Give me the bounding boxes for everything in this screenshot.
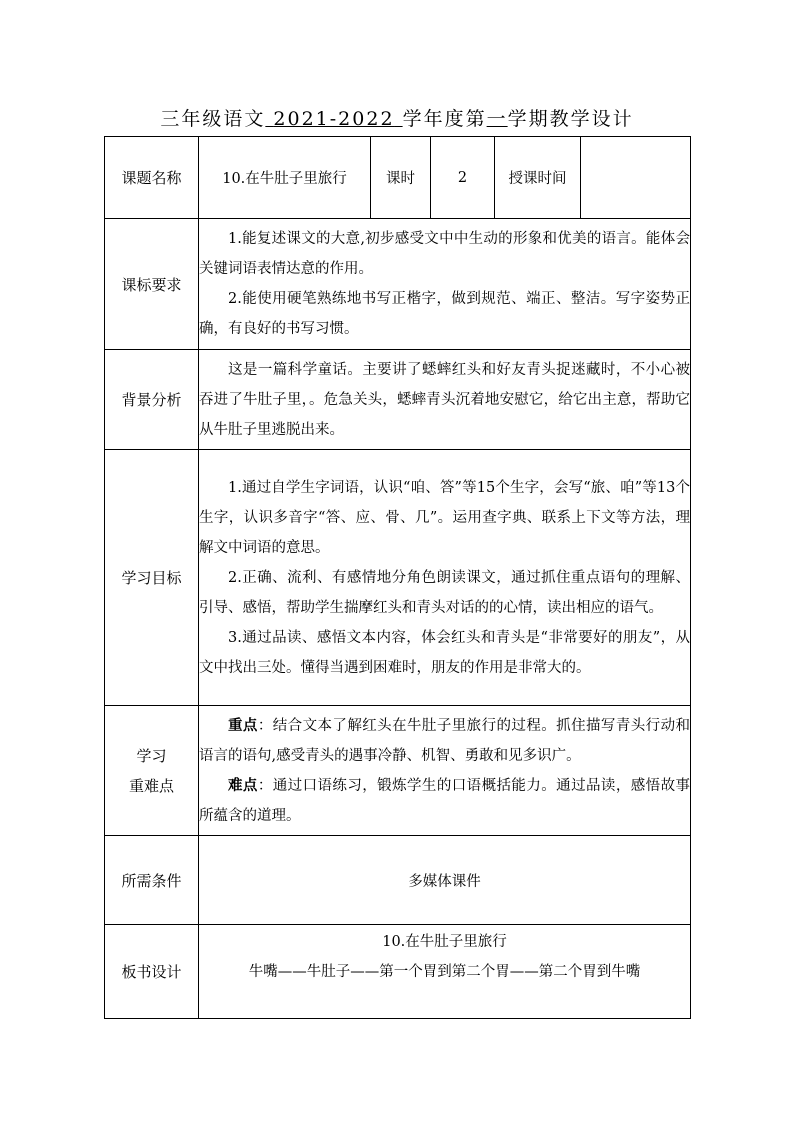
key-points-row xyxy=(105,706,691,836)
topic-label: 课题名称 xyxy=(105,137,199,219)
background-label: 背景分析 xyxy=(105,350,199,450)
board-label: 板书设计 xyxy=(105,925,199,1019)
topic-row xyxy=(105,137,691,219)
lesson-plan-table xyxy=(104,136,691,1019)
conditions-value: 多媒体课件 xyxy=(199,836,691,925)
title-middle: 学年度第 xyxy=(402,108,487,130)
board-content xyxy=(199,925,691,1019)
objectives-row xyxy=(105,450,691,706)
objectives-label: 学习目标 xyxy=(105,450,199,706)
standards-paragraph-1: 1.能复述课文的大意,初步感受文中中生动的形象和优美的语言。能体会关键词语表情达意的作用。 xyxy=(199,231,690,277)
objectives-paragraph-2: 2.正确、流利、有感情地分角色朗读课文，通过抓住重点语句的理解、引导、感悟，帮助学生揣摩红头和青头对话的的心情，读出相应的语气。 xyxy=(199,569,690,616)
key-points-content xyxy=(199,706,691,836)
objectives-paragraph-3: 3.通过品读、感悟文本内容，体会红头和青头是“非常要好的朋友”，从文中找出三处。懂得当遇到困难时，朋友的作用是非常大的。 xyxy=(199,629,690,676)
key-points-label-line-2: 重难点 xyxy=(128,776,174,795)
key-point-text: ：结合文本了解红头在牛肚子里旅行的过程。抓住描写青头行动和语言的语句,感受青头的遇事冷静、机智、勇敢和见多识广。 xyxy=(199,717,691,764)
time-label: 授课时间 xyxy=(495,137,581,219)
objectives-content xyxy=(199,450,691,706)
standards-content xyxy=(199,219,691,350)
title-semester: 一 xyxy=(486,108,508,130)
standards-row xyxy=(105,219,691,350)
background-row xyxy=(105,350,691,450)
page-title xyxy=(0,104,794,131)
conditions-row xyxy=(105,836,691,925)
board-row xyxy=(105,925,691,1019)
hours-value: 2 xyxy=(431,137,495,219)
time-value xyxy=(581,137,691,219)
key-point-label: 重点 xyxy=(228,716,258,734)
background-content xyxy=(199,350,691,450)
standards-label: 课标要求 xyxy=(105,219,199,350)
difficult-point-paragraph xyxy=(199,771,690,831)
hours-label: 课时 xyxy=(371,137,431,219)
key-points-label-line-1: 学习 xyxy=(136,746,167,765)
key-points-label xyxy=(105,706,199,836)
board-flow: 牛嘴——牛肚子——第一个胃到第二个胃——第二个胃到牛嘴 xyxy=(248,964,641,980)
topic-value: 10.在牛肚子里旅行 xyxy=(199,137,371,219)
difficult-point-label: 难点 xyxy=(228,776,258,794)
standards-paragraph-2: 2.能使用硬笔熟练地书写正楷字，做到规范、端正、整洁。写字姿势正确，有良好的书写习惯。 xyxy=(199,291,690,337)
title-prefix: 三年级语文 xyxy=(160,108,266,130)
difficult-point-text: ：通过口语练习，锻炼学生的口语概括能力。通过品读，感悟故事所蕴含的道理。 xyxy=(199,777,691,824)
board-title: 10.在牛肚子里旅行 xyxy=(382,934,507,950)
conditions-label: 所需条件 xyxy=(105,836,199,925)
title-suffix: 学期教学设计 xyxy=(507,108,634,130)
title-year: 2021-2022 xyxy=(273,108,395,130)
background-paragraph: 这是一篇科学童话。主要讲了蟋蟀红头和好友青头捉迷藏时，不小心被吞进了牛肚子里，。危急关头，蟋蟀青头沉着地安慰它，给它出主意，帮助它从牛肚子里逃脱出来。 xyxy=(199,361,690,438)
key-point-paragraph xyxy=(199,711,690,771)
objectives-paragraph-1: 1.通过自学生字词语，认识“咱、答”等15个生字，会写“旅、咱”等13个生字，认识多音字“答、应、骨、几”。运用查字典、联系上下文等方法，理解文中词语的意思。 xyxy=(199,479,690,556)
